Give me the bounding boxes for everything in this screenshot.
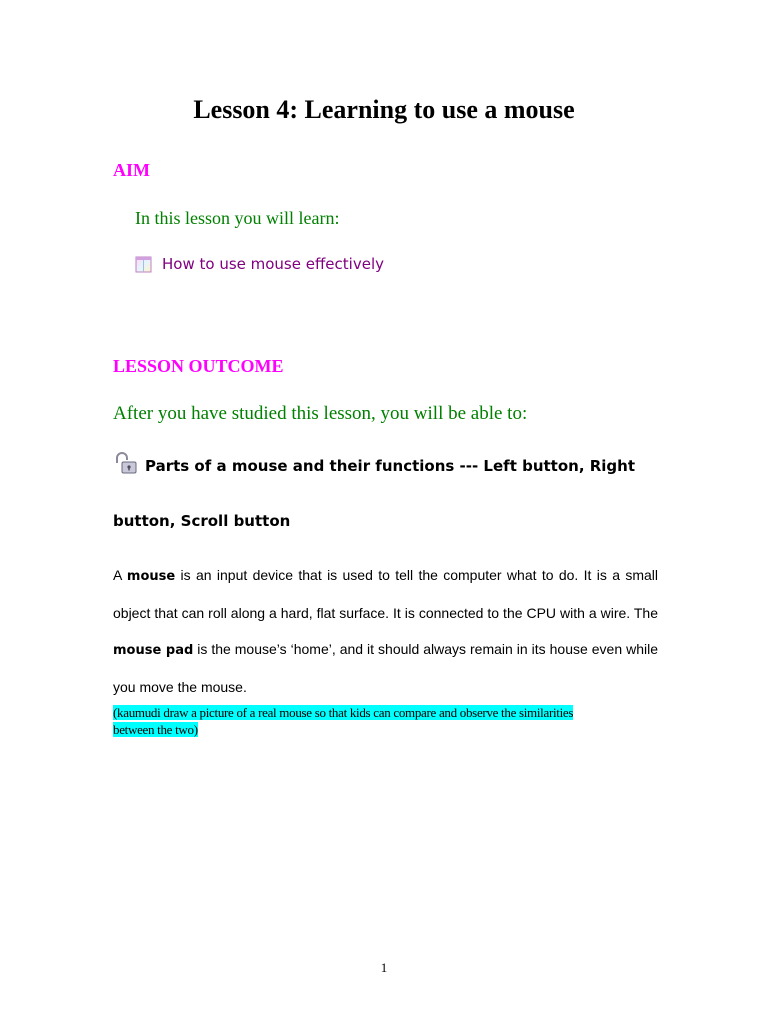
body-text: A <box>113 567 127 583</box>
outcome-bullet-item <box>113 451 635 475</box>
outcome-bullet-text: Parts of a mouse and their functions --- Left button, Right <box>145 457 636 475</box>
page-number: 1 <box>380 960 388 975</box>
unlock-icon <box>113 451 140 475</box>
outcome-heading: LESSON OUTCOME <box>113 356 284 376</box>
term-mouse: mouse <box>126 569 176 584</box>
highlighted-note <box>113 704 613 738</box>
body-text: is an input device that is used to tell the computer what to do. It is a small object that can roll along a hard, flat surface. It is connected to the CPU with a wire. The <box>113 567 658 621</box>
note-text: (kaumudi draw a picture of a real mouse so that kids can compare and observe the similarities between the two) <box>113 705 574 737</box>
aim-intro: In this lesson you will learn: <box>135 208 340 228</box>
outcome-bullet-continuation: button, Scroll button <box>113 512 291 530</box>
aim-bullet-text: How to use mouse effectively <box>162 255 384 273</box>
aim-heading: AIM <box>113 160 150 180</box>
body-paragraph <box>113 557 658 705</box>
window-icon <box>135 256 152 273</box>
outcome-intro: After you have studied this lesson, you will be able to: <box>113 403 528 424</box>
aim-bullet-item <box>135 255 384 273</box>
body-text: is the mouse’s ‘home’, and it should always remain in its house even while you move the mouse. <box>113 641 658 695</box>
page-title: Lesson 4: Learning to use a mouse <box>193 95 575 124</box>
term-mouse-pad: mouse pad <box>113 643 194 658</box>
